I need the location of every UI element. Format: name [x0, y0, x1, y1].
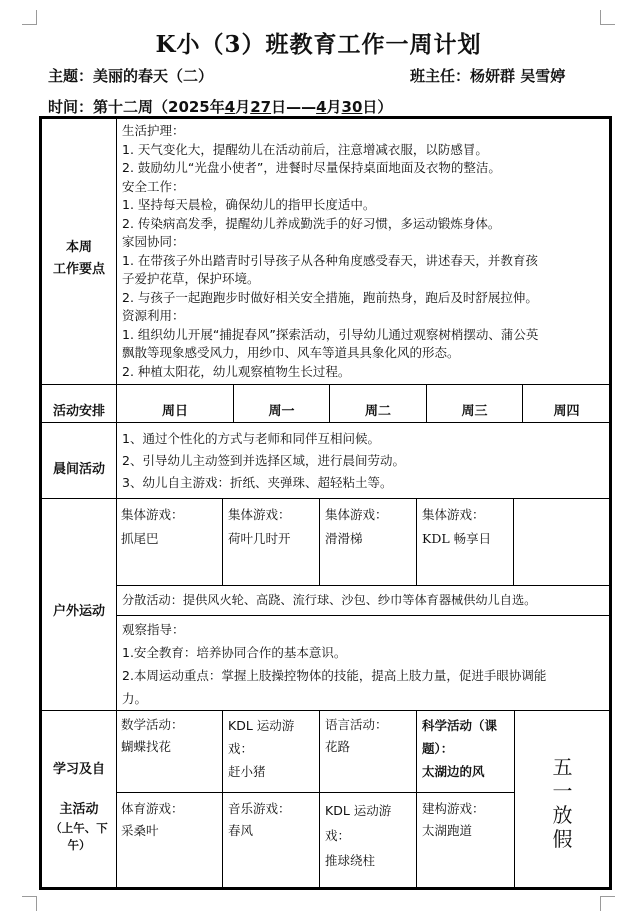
outdoor-label: 户外运动: [52, 604, 105, 619]
focus-label-line-2: 工作要点: [52, 262, 105, 277]
time-month-start: 4: [224, 98, 236, 116]
day-wednesday: 周三: [461, 404, 488, 419]
study-divider-3: [416, 710, 417, 888]
study-bottom-3: [325, 798, 415, 873]
outdoor-divider-2: [116, 615, 610, 616]
game-title: 集体游戏：: [228, 507, 291, 522]
focus-heading-family: 家园协同：: [122, 234, 185, 249]
time-day-end: 30: [341, 98, 363, 116]
day-monday: 周一: [268, 404, 295, 419]
focus-line: 1. 在带孩子外出踏青时引导孩子从各种角度感受春天，讲述春天，并教育孩: [122, 252, 538, 268]
study-name: 蝴蝶找花: [121, 739, 172, 754]
outdoor-divider-1: [116, 585, 610, 586]
theme-label: 主题：: [48, 67, 94, 85]
teacher-value: 杨妍群 吴雪婷: [470, 67, 566, 85]
focus-line: 2. 种植太阳花，幼儿观察植物生长过程。: [122, 363, 351, 379]
row-divider-1: [41, 384, 610, 385]
game-name: 滑滑梯: [325, 531, 363, 546]
study-bottom-2: [228, 798, 318, 842]
holiday-notice: [515, 755, 610, 851]
study-title: 音乐游戏：: [228, 801, 291, 816]
guide-line: 2.本周运动重点：掌握上肢操控物体的技能，提高上肢力量，促进手眼协调能: [122, 668, 547, 683]
page-title: K小（3）班教育工作一周计划: [155, 31, 482, 58]
game-name: 荷叶几时开: [228, 531, 291, 546]
study-divider-1: [222, 710, 223, 888]
game-divider-3: [416, 498, 417, 585]
study-title: 语言活动：: [325, 717, 388, 732]
label-column-divider: [116, 118, 117, 888]
morning-line: 1、通过个性化的方式与老师和同伴互相问候。: [122, 431, 380, 446]
study-name: 太湖边的风: [422, 764, 485, 779]
schedule-label: 活动安排: [52, 404, 105, 419]
study-top-4: [422, 714, 513, 783]
holiday-char: 五: [552, 755, 573, 779]
theme-line: [48, 65, 213, 86]
study-title: 体育游戏：: [121, 801, 184, 816]
study-title: KDL 运动游: [228, 718, 295, 733]
day-thursday: 周四: [553, 404, 580, 419]
teacher-line: [410, 65, 565, 86]
study-title-cont: 戏：: [228, 741, 254, 756]
focus-label-line-1: 本周: [65, 240, 92, 255]
focus-line: 1. 坚持每天晨检，确保幼儿的指甲长度适中。: [122, 197, 376, 212]
focus-line: 2. 鼓励幼儿“光盘小使者”，进餐时尽量保持桌面地面及衣物的整洁。: [122, 160, 501, 175]
focus-label: [42, 237, 116, 281]
study-title: 建构游戏：: [422, 801, 485, 816]
study-label-line-1: 学习及自: [52, 762, 105, 777]
time-day-unit-1: 日——: [271, 98, 317, 116]
guide-heading: 观察指导：: [122, 622, 185, 637]
focus-heading-safety: 安全工作：: [122, 178, 185, 194]
game-divider-4: [513, 498, 514, 585]
study-label: [42, 760, 116, 854]
study-name: 春风: [228, 823, 254, 838]
crop-mark-top-left: [22, 10, 37, 25]
study-title: 数学活动：: [121, 717, 184, 732]
morning-line: 3、幼儿自主游戏：折纸、夹弹珠、超轻粘土等。: [122, 475, 393, 490]
day-tuesday: 周二: [364, 404, 391, 419]
study-name: 赶小猪: [228, 764, 266, 779]
time-prefix: 时间：第十二周（2025年: [48, 98, 225, 116]
outdoor-game-3: [325, 503, 415, 551]
focus-heading-care: 生活护理：: [122, 123, 185, 138]
focus-line: 1. 组织幼儿开展“捕捉春风”探索活动，引导幼儿通过观察树梢摆动、蒲公英: [122, 326, 539, 342]
teacher-label: 班主任：: [410, 67, 471, 85]
study-name: 太湖跑道: [422, 823, 473, 838]
theme-value: 美丽的春天（二）: [93, 67, 214, 85]
focus-line: 1. 天气变化大，提醒幼儿在活动前后，注意增减衣服，以防感冒。: [122, 141, 488, 157]
time-day-unit-2: 日）: [362, 98, 393, 116]
game-title: 集体游戏：: [422, 507, 485, 522]
focus-line: 飘散等现象感受风力，用纱巾、风车等道具具象化风的形态。: [122, 345, 460, 360]
morning-label: 晨间活动: [52, 462, 105, 477]
study-top-3: [325, 714, 415, 758]
outdoor-free-activity: 分散活动：提供风火轮、高跷、流行球、沙包、纱巾等体育器械供幼儿自选。: [122, 593, 537, 607]
focus-heading-resources: 资源利用：: [122, 308, 185, 323]
study-title: 科学活动（课: [422, 718, 498, 733]
holiday-char: 放: [552, 803, 573, 827]
day-sunday: 周日: [161, 404, 188, 419]
game-divider-2: [319, 498, 320, 585]
time-line: [48, 96, 392, 117]
study-title-cont: 题）：: [422, 741, 454, 756]
study-top-1: [121, 714, 219, 758]
holiday-char: 假: [552, 827, 573, 851]
study-name: 花路: [325, 739, 351, 754]
row-divider-3: [41, 498, 610, 499]
game-name: 抓尾巴: [121, 531, 159, 546]
morning-content: [122, 428, 608, 494]
outdoor-guidance: [122, 618, 610, 710]
time-day-start: 27: [250, 98, 272, 116]
outdoor-game-1: [121, 503, 219, 551]
row-divider-2: [41, 422, 610, 423]
game-name: KDL 畅享日: [422, 531, 492, 546]
time-month-unit-2: 月: [326, 98, 342, 116]
guide-line: 1.安全教育：培养协同合作的基本意识。: [122, 645, 347, 660]
guide-line: 力。: [122, 691, 148, 706]
study-label-line-4: 午）: [67, 838, 91, 852]
focus-content: [122, 122, 608, 381]
game-title: 集体游戏：: [325, 507, 388, 522]
focus-line: 子爱护花草，保护环境。: [122, 271, 260, 286]
holiday-char: 一: [552, 779, 573, 803]
study-top-2: [228, 714, 318, 783]
study-bottom-4: [422, 798, 512, 842]
study-bottom-1: [121, 798, 219, 842]
study-name: 采桑叶: [121, 823, 159, 838]
study-label-line-2: 主活动: [59, 802, 99, 817]
study-title-cont: 戏：: [325, 828, 351, 843]
outdoor-game-2: [228, 503, 318, 551]
focus-line: 2. 传染病高发季，提醒幼儿养成勤洗手的好习惯，多运动锻炼身体。: [122, 215, 501, 231]
game-title: 集体游戏：: [121, 507, 184, 522]
focus-line: 2. 与孩子一起跑跑步时做好相关安全措施，跑前热身，跑后及时舒展拉伸。: [122, 289, 538, 305]
crop-mark-bottom-right: [600, 896, 615, 911]
time-month-end: 4: [316, 98, 327, 116]
row-divider-4: [41, 710, 610, 711]
study-divider: [116, 792, 514, 793]
crop-mark-top-right: [600, 10, 615, 25]
game-divider-1: [222, 498, 223, 585]
study-title: KDL 运动游: [325, 803, 392, 818]
study-name: 推球绕柱: [325, 853, 376, 868]
study-label-line-3: （上午、下: [50, 821, 108, 835]
outdoor-game-4: [422, 503, 512, 551]
morning-line: 2、引导幼儿主动签到并选择区域，进行晨间劳动。: [122, 453, 405, 468]
study-divider-2: [319, 710, 320, 888]
crop-mark-bottom-left: [22, 896, 37, 911]
time-month-unit-1: 月: [235, 98, 251, 116]
